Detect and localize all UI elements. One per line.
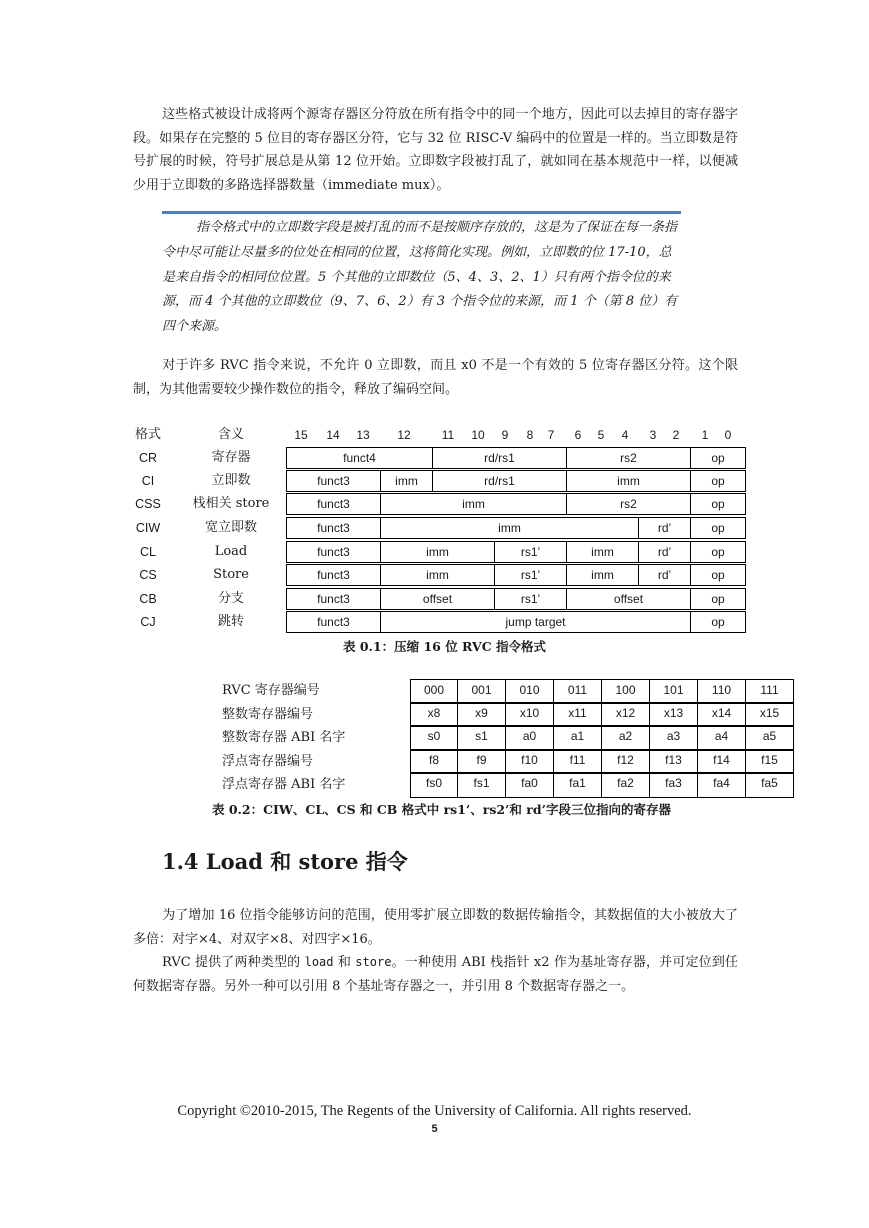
- bit-label: 15: [294, 428, 308, 442]
- format-name: CS: [139, 568, 157, 582]
- register-cell: x12: [601, 702, 650, 728]
- format-name: CI: [141, 474, 155, 488]
- register-row-label: 整数寄存器 ABI 名字: [222, 730, 346, 746]
- rvc-immediate-text: 对于许多 RVC 指令来说，不允许 0 立即数，而且 x0 不是一个有效的 5 位寄存器区分符。这个限制，为其他需要较少操作数位的指令，释放了编码空间。: [133, 358, 738, 397]
- code-store: store: [355, 955, 392, 969]
- register-cell: f9: [457, 749, 506, 775]
- section-paragraph-2-text-c: 。一种使用 ABI 栈指针 x2 作为基址寄存器，并可定位到任何数据寄存器。另外一种可以引用 8 个基址寄存器之一，并引用 8 个数据寄存器之一。: [133, 955, 738, 994]
- bit-label: 8: [526, 428, 534, 442]
- format-name: CIW: [135, 521, 161, 535]
- format-name: CR: [138, 451, 158, 465]
- format-field-cell: imm: [380, 541, 495, 563]
- format-field-cell: imm: [380, 493, 567, 515]
- format-name: CSS: [135, 497, 161, 511]
- format-name: CJ: [140, 615, 156, 629]
- format-field-cell: imm: [380, 517, 639, 539]
- register-cell: 011: [553, 679, 602, 704]
- bit-label: 1: [701, 428, 709, 442]
- design-note-text: 指令格式中的立即数字段是被打乱的而不是按顺序存放的，这是为了保证在每一条指令中尽可能让尽量多的位处在相同的位置，这将简化实现。例如，立即数的位 17-10，总是来自指令的相同位位置。5 个其他的立即数位（5、4、3、2、1）只有两个指令位的来源，而 4 个其他的立即数位（9、7、6、2）有 3 个指令位的来源，而 1 个（第 8 位）有四个来源。: [162, 220, 678, 335]
- format-row: [286, 541, 745, 563]
- format-meaning: 寄存器: [211, 450, 251, 465]
- register-cell: f13: [649, 749, 698, 775]
- register-cell: s0: [410, 725, 458, 751]
- format-field-cell: funct3: [286, 470, 381, 492]
- register-cell: f11: [553, 749, 602, 775]
- format-field-cell: imm: [380, 564, 495, 586]
- register-cell: x9: [457, 702, 506, 728]
- register-cell: x10: [505, 702, 554, 728]
- register-row-label: 浮点寄存器编号: [222, 753, 314, 769]
- code-load: load: [304, 955, 334, 969]
- format-field-cell: imm: [566, 470, 691, 492]
- register-cell: x8: [410, 702, 458, 728]
- format-name: CB: [139, 592, 157, 606]
- format-row: [286, 470, 745, 492]
- format-row: [286, 447, 745, 469]
- register-cell: s1: [457, 725, 506, 751]
- format-field-cell: offset: [380, 588, 495, 610]
- register-cell: f12: [601, 749, 650, 775]
- register-cell: f15: [745, 749, 794, 775]
- format-field-cell: op: [690, 588, 746, 610]
- register-row-label: 整数寄存器编号: [222, 706, 314, 722]
- bit-label: 11: [441, 428, 455, 442]
- register-cell: f14: [697, 749, 746, 775]
- bit-label: 5: [597, 428, 605, 442]
- bit-label: 14: [326, 428, 340, 442]
- format-field-cell: jump target: [380, 611, 691, 633]
- bit-label: 0: [724, 428, 732, 442]
- bit-label: 9: [501, 428, 509, 442]
- format-table-caption: 表 0.1：压缩 16 位 RVC 指令格式: [343, 639, 546, 654]
- rvc-immediate-paragraph: [133, 354, 738, 401]
- format-field-cell: op: [690, 564, 746, 586]
- format-field-cell: rd’: [638, 517, 691, 539]
- format-meaning: Load: [214, 544, 248, 559]
- register-cell: fa5: [745, 772, 794, 798]
- format-field-cell: rs2: [566, 493, 691, 515]
- register-cell: f10: [505, 749, 554, 775]
- format-field-cell: imm: [566, 564, 639, 586]
- format-field-cell: rd’: [638, 541, 691, 563]
- design-note-quote: [162, 216, 682, 340]
- register-cell: x11: [553, 702, 602, 728]
- intro-paragraph: [133, 103, 738, 198]
- register-cell: x15: [745, 702, 794, 728]
- register-cell: a2: [601, 725, 650, 751]
- format-meaning: 立即数: [211, 473, 251, 488]
- format-field-cell: funct3: [286, 493, 381, 515]
- bit-label: 7: [547, 428, 555, 442]
- format-field-cell: op: [690, 541, 746, 563]
- register-cell: a3: [649, 725, 698, 751]
- format-meaning: 栈相关 store: [192, 496, 270, 511]
- page-number: 5: [431, 1123, 438, 1135]
- format-field-cell: rd’: [638, 564, 691, 586]
- format-field-cell: op: [690, 517, 746, 539]
- format-field-cell: op: [690, 493, 746, 515]
- register-cell: 000: [410, 679, 458, 704]
- register-cell: x13: [649, 702, 698, 728]
- bit-label: 12: [397, 428, 411, 442]
- format-field-cell: funct3: [286, 611, 381, 633]
- section-paragraph-2-text-b: 和: [333, 955, 356, 970]
- register-table-caption: 表 0.2：CIW、CL、CS 和 CB 格式中 rs1’、rs2’和 rd’字段三位指向的寄存器: [212, 802, 671, 817]
- register-cell: fa4: [697, 772, 746, 798]
- register-cell: 010: [505, 679, 554, 704]
- register-cell: 111: [745, 679, 794, 704]
- quote-divider: [162, 211, 681, 214]
- format-field-cell: funct4: [286, 447, 433, 469]
- format-row: [286, 493, 745, 515]
- register-cell: f8: [410, 749, 458, 775]
- section-paragraph-1-text: 为了增加 16 位指令能够访问的范围，使用零扩展立即数的数据传输指令，其数据值的大小被放大了多倍：对字×4、对双字×8、对四字×16。: [133, 908, 738, 947]
- register-cell: fa1: [553, 772, 602, 798]
- format-meaning: 跳转: [217, 614, 244, 629]
- section-paragraph-1: [133, 904, 738, 951]
- register-cell: fa0: [505, 772, 554, 798]
- register-cell: 100: [601, 679, 650, 704]
- format-row: [286, 611, 745, 633]
- format-field-cell: funct3: [286, 564, 381, 586]
- register-cell: a0: [505, 725, 554, 751]
- format-row: [286, 517, 745, 539]
- copyright-footer: Copyright ©2010-2015, The Regents of the University of California. All rights reserved.: [177, 1103, 692, 1119]
- format-field-cell: funct3: [286, 588, 381, 610]
- register-cell: a4: [697, 725, 746, 751]
- section-paragraph-2: [133, 951, 738, 998]
- register-cell: a5: [745, 725, 794, 751]
- format-field-cell: rd/rs1: [432, 470, 567, 492]
- format-field-cell: imm: [380, 470, 433, 492]
- bit-label: 4: [621, 428, 629, 442]
- format-field-cell: offset: [566, 588, 691, 610]
- section-title: 1.4 Load 和 store 指令: [162, 849, 408, 874]
- register-cell: fa2: [601, 772, 650, 798]
- register-row-label: 浮点寄存器 ABI 名字: [222, 777, 346, 793]
- format-meaning: 分支: [217, 591, 244, 606]
- format-field-cell: funct3: [286, 517, 381, 539]
- intro-paragraph-text: 这些格式被设计成将两个源寄存器区分符放在所有指令中的同一个地方，因此可以去掉目的寄存器字段。如果存在完整的 5 位目的寄存器区分符，它与 32 位 RISC-V 编码中的位置是一样的。当立即数是符号扩展的时候，符号扩展总是从第 12 位开始。立即数字段被打乱了，就如同在基本规范中一样，以便减少用于立即数的多路选择器数量（immediate mux）。: [133, 107, 738, 194]
- register-cell: x14: [697, 702, 746, 728]
- bit-label: 13: [356, 428, 370, 442]
- register-cell: fs0: [410, 772, 458, 798]
- format-field-cell: rd/rs1: [432, 447, 567, 469]
- format-field-cell: op: [690, 611, 746, 633]
- format-field-cell: rs1’: [494, 564, 567, 586]
- header-meaning: 含义: [217, 427, 244, 442]
- bit-label: 10: [471, 428, 485, 442]
- register-cell: fs1: [457, 772, 506, 798]
- format-field-cell: rs2: [566, 447, 691, 469]
- register-cell: fa3: [649, 772, 698, 798]
- format-meaning: 宽立即数: [204, 520, 257, 535]
- bit-label: 2: [672, 428, 680, 442]
- format-field-cell: op: [690, 447, 746, 469]
- bit-label: 6: [574, 428, 582, 442]
- register-cell: a1: [553, 725, 602, 751]
- register-cell: 001: [457, 679, 506, 704]
- format-field-cell: op: [690, 470, 746, 492]
- format-field-cell: rs1’: [494, 541, 567, 563]
- format-field-cell: rs1’: [494, 588, 567, 610]
- header-format: 格式: [134, 427, 161, 442]
- register-cell: 110: [697, 679, 746, 704]
- format-row: [286, 588, 745, 610]
- section-paragraph-2-text-a: RVC 提供了两种类型的: [162, 955, 305, 970]
- register-row-label: RVC 寄存器编号: [222, 683, 320, 698]
- format-name: CL: [140, 545, 156, 559]
- format-field-cell: imm: [566, 541, 639, 563]
- format-field-cell: funct3: [286, 541, 381, 563]
- format-meaning: Store: [213, 567, 249, 582]
- register-cell: 101: [649, 679, 698, 704]
- bit-label: 3: [649, 428, 657, 442]
- format-row: [286, 564, 745, 586]
